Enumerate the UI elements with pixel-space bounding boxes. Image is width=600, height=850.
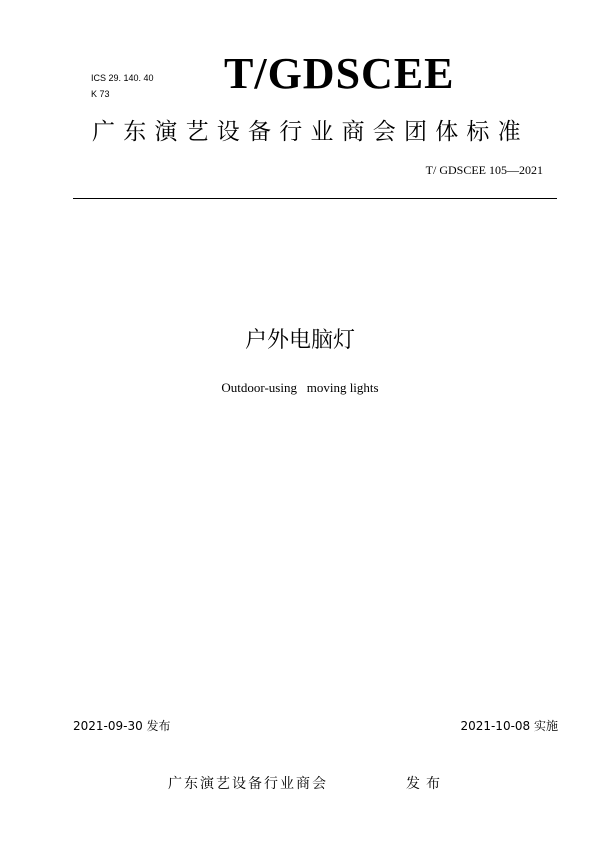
document-title-chinese: 户外电脑灯 — [244, 328, 355, 353]
ccs-code: K 73 — [91, 89, 110, 99]
issue-label: 发布 — [406, 776, 446, 792]
publish-date: 2021-09-30 发布 — [73, 719, 171, 733]
implementation-date: 2021-10-08 实施 — [460, 719, 558, 733]
header-divider — [73, 198, 557, 199]
ics-code: ICS 29. 140. 40 — [91, 73, 154, 83]
organization-standard-title: 广东演艺设备行业商会团体标准 — [92, 119, 529, 145]
issuing-organization: 广东演艺设备行业商会 — [168, 776, 328, 792]
standard-number: T/ GDSCEE 105—2021 — [425, 163, 543, 177]
standard-logo: T/GDSCEE — [224, 49, 455, 98]
document-title-english: Outdoor-using moving lights — [221, 380, 379, 395]
